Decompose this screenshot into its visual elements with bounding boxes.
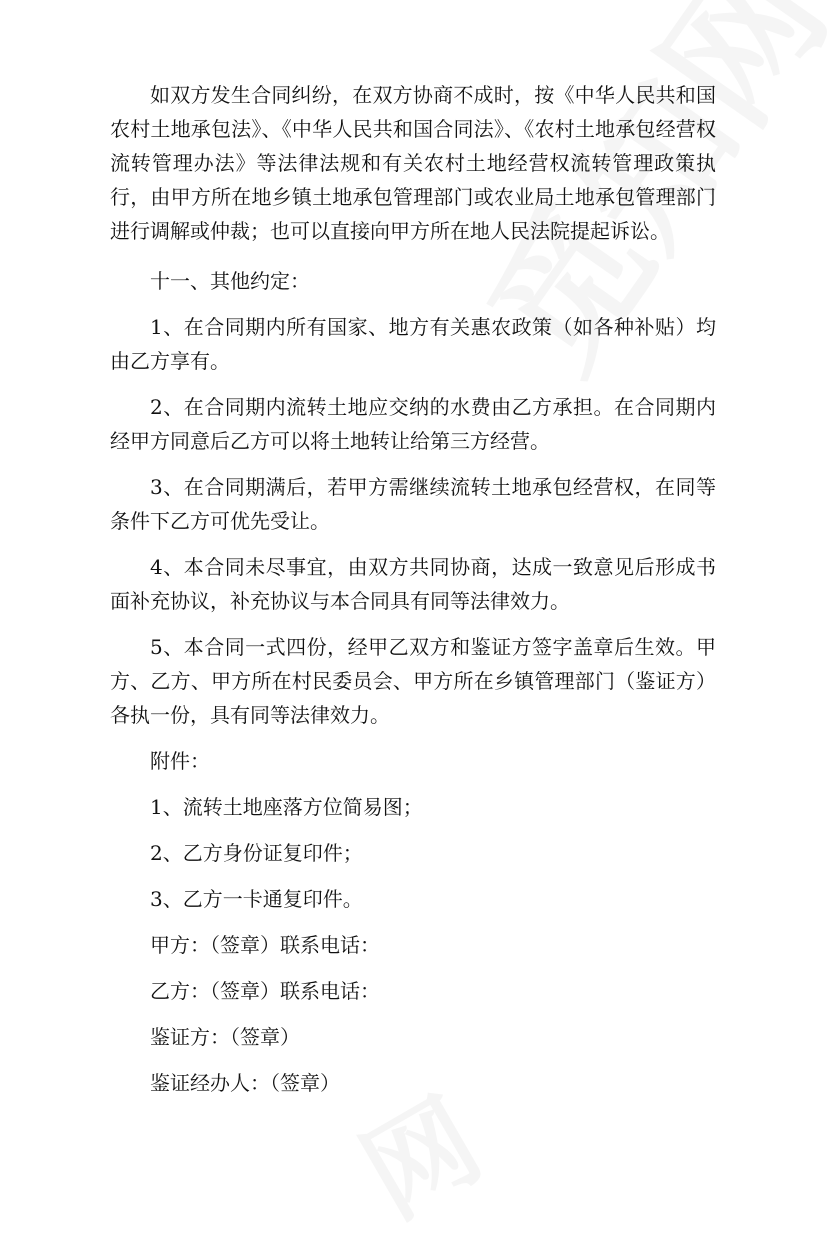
clause-2: 2、在合同期内流转土地应交纳的水费由乙方承担。在合同期内经甲方同意后乙方可以将土地转让给第三方经营。: [110, 395, 716, 453]
attachments-heading: 附件：: [150, 749, 210, 773]
attachment-item: 2、乙方身份证复印件；: [150, 841, 363, 865]
clause-5: 5、本合同一式四份，经甲乙双方和鉴证方签字盖章后生效。甲方、乙方、甲方所在村民委员会、甲方所在乡镇管理部门（鉴证方）各执一份，具有同等法律效力。: [110, 635, 716, 727]
attachment-item: 1、流转土地座落方位简易图；: [150, 795, 423, 819]
attachment-item: 3、乙方一卡通复印件。: [150, 887, 363, 911]
signature-witness-handler: 鉴证经办人：（签章）: [150, 1071, 340, 1095]
clause-4: 4、本合同未尽事宜，由双方共同协商，达成一致意见后形成书面补充协议，补充协议与本合同具有同等法律效力。: [110, 555, 716, 613]
section-heading-other-agreements: 十一、其他约定：: [150, 269, 310, 293]
clause-3: 3、在合同期满后，若甲方需继续流转土地承包经营权，在同等条件下乙方可优先受让。: [110, 475, 716, 533]
signature-witness: 鉴证方：（签章）: [150, 1025, 300, 1049]
document-body: [110, 78, 716, 1112]
signature-party-a: 甲方：（签章）联系电话：: [150, 933, 380, 957]
signature-party-b: 乙方：（签章）联系电话：: [150, 979, 380, 1003]
dispute-clause-paragraph: 如双方发生合同纠纷，在双方协商不成时，按《中华人民共和国农村土地承包法》、《中华人民共和国合同法》、《农村土地承包经营权流转管理办法》等法律法规和有关农村土地经营权流转管理政策执行，由甲方所在地乡镇土地承包管理部门或农业局土地承包管理部门进行调解或仲裁；也可以直接向甲方所在地人民法院提起诉讼。: [110, 83, 716, 243]
clause-1: 1、在合同期内所有国家、地方有关惠农政策（如各种补贴）均由乙方享有。: [110, 315, 716, 373]
